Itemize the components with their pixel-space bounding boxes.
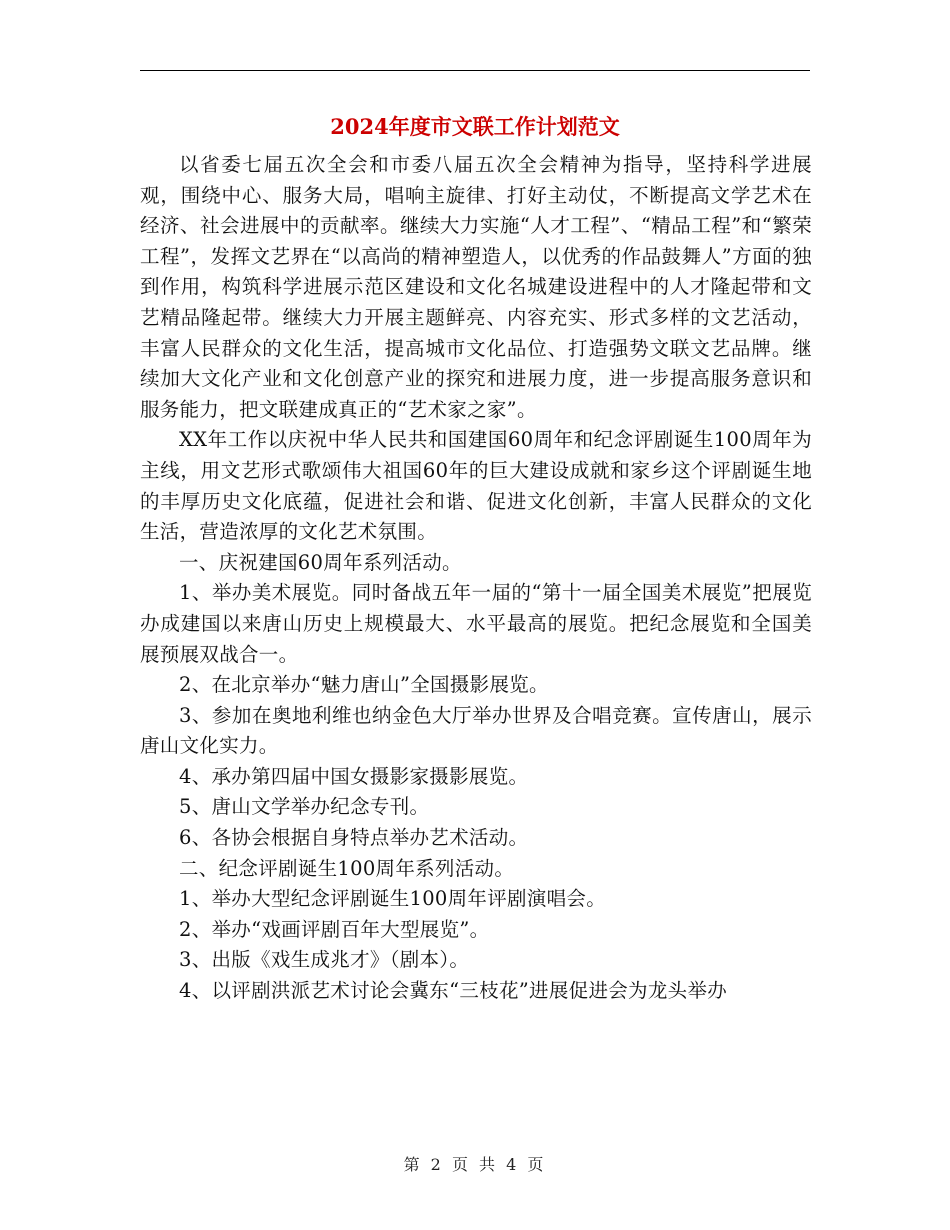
page-number: 第 2 页 共 4 页 bbox=[403, 1155, 547, 1174]
list-item: 2、在北京举办“魅力唐山”全国摄影展览。 bbox=[179, 673, 549, 697]
header-rule bbox=[140, 70, 810, 71]
list-item: 3、出版《戏生成兆才》（剧本）。 bbox=[179, 948, 470, 972]
document-body bbox=[140, 150, 812, 1007]
list-item: 1、举办大型纪念评剧诞生100周年评剧演唱会。 bbox=[179, 887, 607, 911]
section-heading-pingju-centenary: 二、纪念评剧诞生100周年系列活动。 bbox=[179, 856, 515, 880]
list-item: 1、举办美术展览。同时备战五年一届的“第十一届全国美术展览”把展览办成建国以来唐山历史上规模最大、水平最高的展览。把纪念展览和全国美展预展双战合一。 bbox=[140, 581, 812, 666]
list-item: 6、各协会根据自身特点举办艺术活动。 bbox=[179, 826, 529, 850]
paragraph-main-line: XX年工作以庆祝中华人民共和国建国60周年和纪念评剧诞生100周年为主线，用文艺形式歌颂伟大祖国60年的巨大建设成就和家乡这个评剧诞生地的丰厚历史文化底蕴，促进社会和谐、促进文化创新，丰富人民群众的文化生活，营造浓厚的文化艺术氛围。 bbox=[140, 428, 812, 544]
section-heading-60th-anniversary: 一、庆祝建国60周年系列活动。 bbox=[179, 550, 462, 574]
list-item: 4、以评剧洪派艺术讨论会冀东“三枝花”进展促进会为龙头举办 bbox=[179, 979, 728, 1003]
list-item: 5、唐山文学举办纪念专刊。 bbox=[179, 795, 430, 819]
paragraph-intro: 以省委七届五次全会和市委八届五次全会精神为指导，坚持科学进展观，围绕中心、服务大局，唱响主旋律、打好主动仗，不断提高文学艺术在经济、社会进展中的贡献率。继续大力实施“人才工程”、“精品工程”和“繁荣工程”，发挥文艺界在“以高尚的精神塑造人，以优秀的作品鼓舞人”方面的独到作用，构筑科学进展示范区建设和文化名城建设进程中的人才隆起带和文艺精品隆起带。继续大力开展主题鲜亮、内容充实、形式多样的文艺活动，丰富人民群众的文化生活，提高城市文化品位、打造强势文联文艺品牌。继续加大文化产业和文化创意产业的探究和进展力度，进一步提高服务意识和服务能力，把文联建成真正的“艺术家之家”。 bbox=[140, 153, 812, 421]
document-title: 2024年度市文联工作计划范文 bbox=[330, 114, 620, 139]
list-item: 2、举办“戏画评剧百年大型展览”。 bbox=[179, 917, 490, 941]
list-item: 3、参加在奥地利维也纳金色大厅举办世界及合唱竞赛。宣传唐山，展示唐山文化实力。 bbox=[140, 703, 812, 758]
list-item: 4、承办第四届中国女摄影家摄影展览。 bbox=[179, 764, 529, 788]
